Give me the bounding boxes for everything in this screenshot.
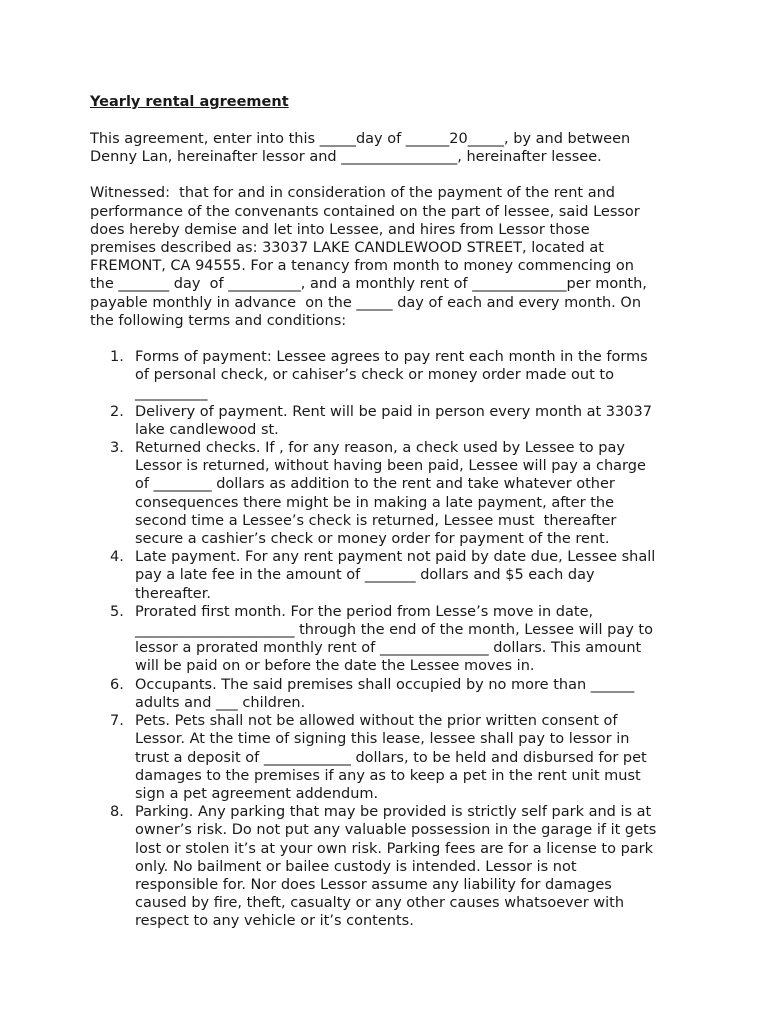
term-line: of ________ dollars as addition to the rent and take whatever other: [135, 476, 615, 493]
term-item: [90, 712, 690, 803]
term-line: only. No bailment or bailee custody is intended. Lessor is not: [135, 858, 577, 875]
term-line: consequences there might be in making a late payment, after the: [135, 494, 615, 511]
witness-line: Witnessed: that for and in consideration of the payment of the rent and: [90, 185, 615, 202]
term-number: 1.: [110, 349, 124, 366]
term-line: Lessor is returned, without having been paid, Lessee will pay a charge: [135, 458, 646, 475]
term-item: [90, 603, 690, 676]
term-line: Parking. Any parking that may be provided is strictly self park and is at: [135, 804, 652, 821]
term-number: 5.: [110, 603, 124, 620]
term-number: 8.: [110, 804, 124, 821]
term-line: caused by fire, theft, casualty or any other causes whatsoever with: [135, 895, 625, 912]
witness-line: does hereby demise and let into Lessee, and hires from Lessor those: [90, 221, 590, 238]
term-line: lessor a prorated monthly rent of _______________ dollars. This amount: [135, 640, 642, 657]
term-line: owner’s risk. Do not put any valuable possession in the garage if it gets: [135, 822, 657, 839]
term-number: 6.: [110, 676, 124, 693]
term-number: 4.: [110, 549, 124, 566]
intro-paragraph: [90, 130, 690, 166]
document-content: [90, 92, 690, 931]
term-line: Forms of payment: Lessee agrees to pay rent each month in the forms: [135, 349, 648, 366]
witness-line: payable monthly in advance on the _____ day of each and every month. On: [90, 294, 642, 311]
term-line: trust a deposit of ____________ dollars, to be held and disbursed for pet: [135, 749, 647, 766]
term-number: 7.: [110, 713, 124, 730]
term-line: will be paid on or before the date the Lessee moves in.: [135, 658, 535, 675]
term-line: responsible for. Nor does Lessor assume any liability for damages: [135, 876, 612, 893]
term-item: [90, 403, 690, 439]
term-number: 2.: [110, 403, 124, 420]
term-item: [90, 676, 690, 712]
term-line: Returned checks. If , for any reason, a check used by Lessee to pay: [135, 440, 625, 457]
term-line: Delivery of payment. Rent will be paid in person every month at 33037: [135, 403, 652, 420]
witness-line: the _______ day of __________, and a monthly rent of _____________per month,: [90, 276, 647, 293]
terms-list: [90, 348, 690, 931]
term-line: Occupants. The said premises shall occupied by no more than ______: [135, 676, 635, 693]
term-item: [90, 348, 690, 403]
term-line: lake candlewood st.: [135, 421, 279, 438]
term-line: lost or stolen it’s at your own risk. Parking fees are for a license to park: [135, 840, 654, 857]
witness-line: premises described as: 33037 LAKE CANDLEWOOD STREET, located at: [90, 240, 604, 257]
term-line: of personal check, or cahiser’s check or money order made out to: [135, 367, 614, 384]
witness-line: performance of the convenants contained on the part of lessee, said Lessor: [90, 203, 640, 220]
term-line: Prorated first month. For the period from Lesse’s move in date,: [135, 603, 594, 620]
term-line: sign a pet agreement addendum.: [135, 785, 379, 802]
term-item: [90, 439, 690, 548]
document-title: Yearly rental agreement: [90, 94, 289, 110]
term-line: Pets. Pets shall not be allowed without the prior written consent of: [135, 713, 618, 730]
term-line: respect to any vehicle or it’s contents.: [135, 913, 414, 930]
witness-line: the following terms and conditions:: [90, 312, 347, 329]
term-item: [90, 803, 690, 930]
intro-line: Denny Lan, hereinafter lessor and ________________, hereinafter lessee.: [90, 149, 602, 166]
term-number: 3.: [110, 440, 124, 457]
term-item: [90, 548, 690, 603]
term-line: thereafter.: [135, 585, 211, 602]
term-line: __________: [135, 385, 208, 402]
term-line: ______________________ through the end of the month, Lessee will pay to: [135, 622, 653, 639]
witness-paragraph: [90, 184, 690, 330]
term-line: Late payment. For any rent payment not paid by date due, Lessee shall: [135, 549, 656, 566]
term-line: adults and ___ children.: [135, 694, 306, 711]
term-line: damages to the premises if any as to keep a pet in the rent unit must: [135, 767, 641, 784]
term-line: pay a late fee in the amount of _______ dollars and $5 each day: [135, 567, 595, 584]
term-line: secure a cashier’s check or money order for payment of the rent.: [135, 531, 610, 548]
term-line: second time a Lessee’s check is returned, Lessee must thereafter: [135, 512, 617, 529]
term-line: Lessor. At the time of signing this lease, lessee shall pay to lessor in: [135, 731, 630, 748]
intro-line: This agreement, enter into this _____day of ______20_____, by and between: [90, 131, 631, 147]
witness-line: FREMONT, CA 94555. For a tenancy from month to money commencing on: [90, 258, 634, 275]
